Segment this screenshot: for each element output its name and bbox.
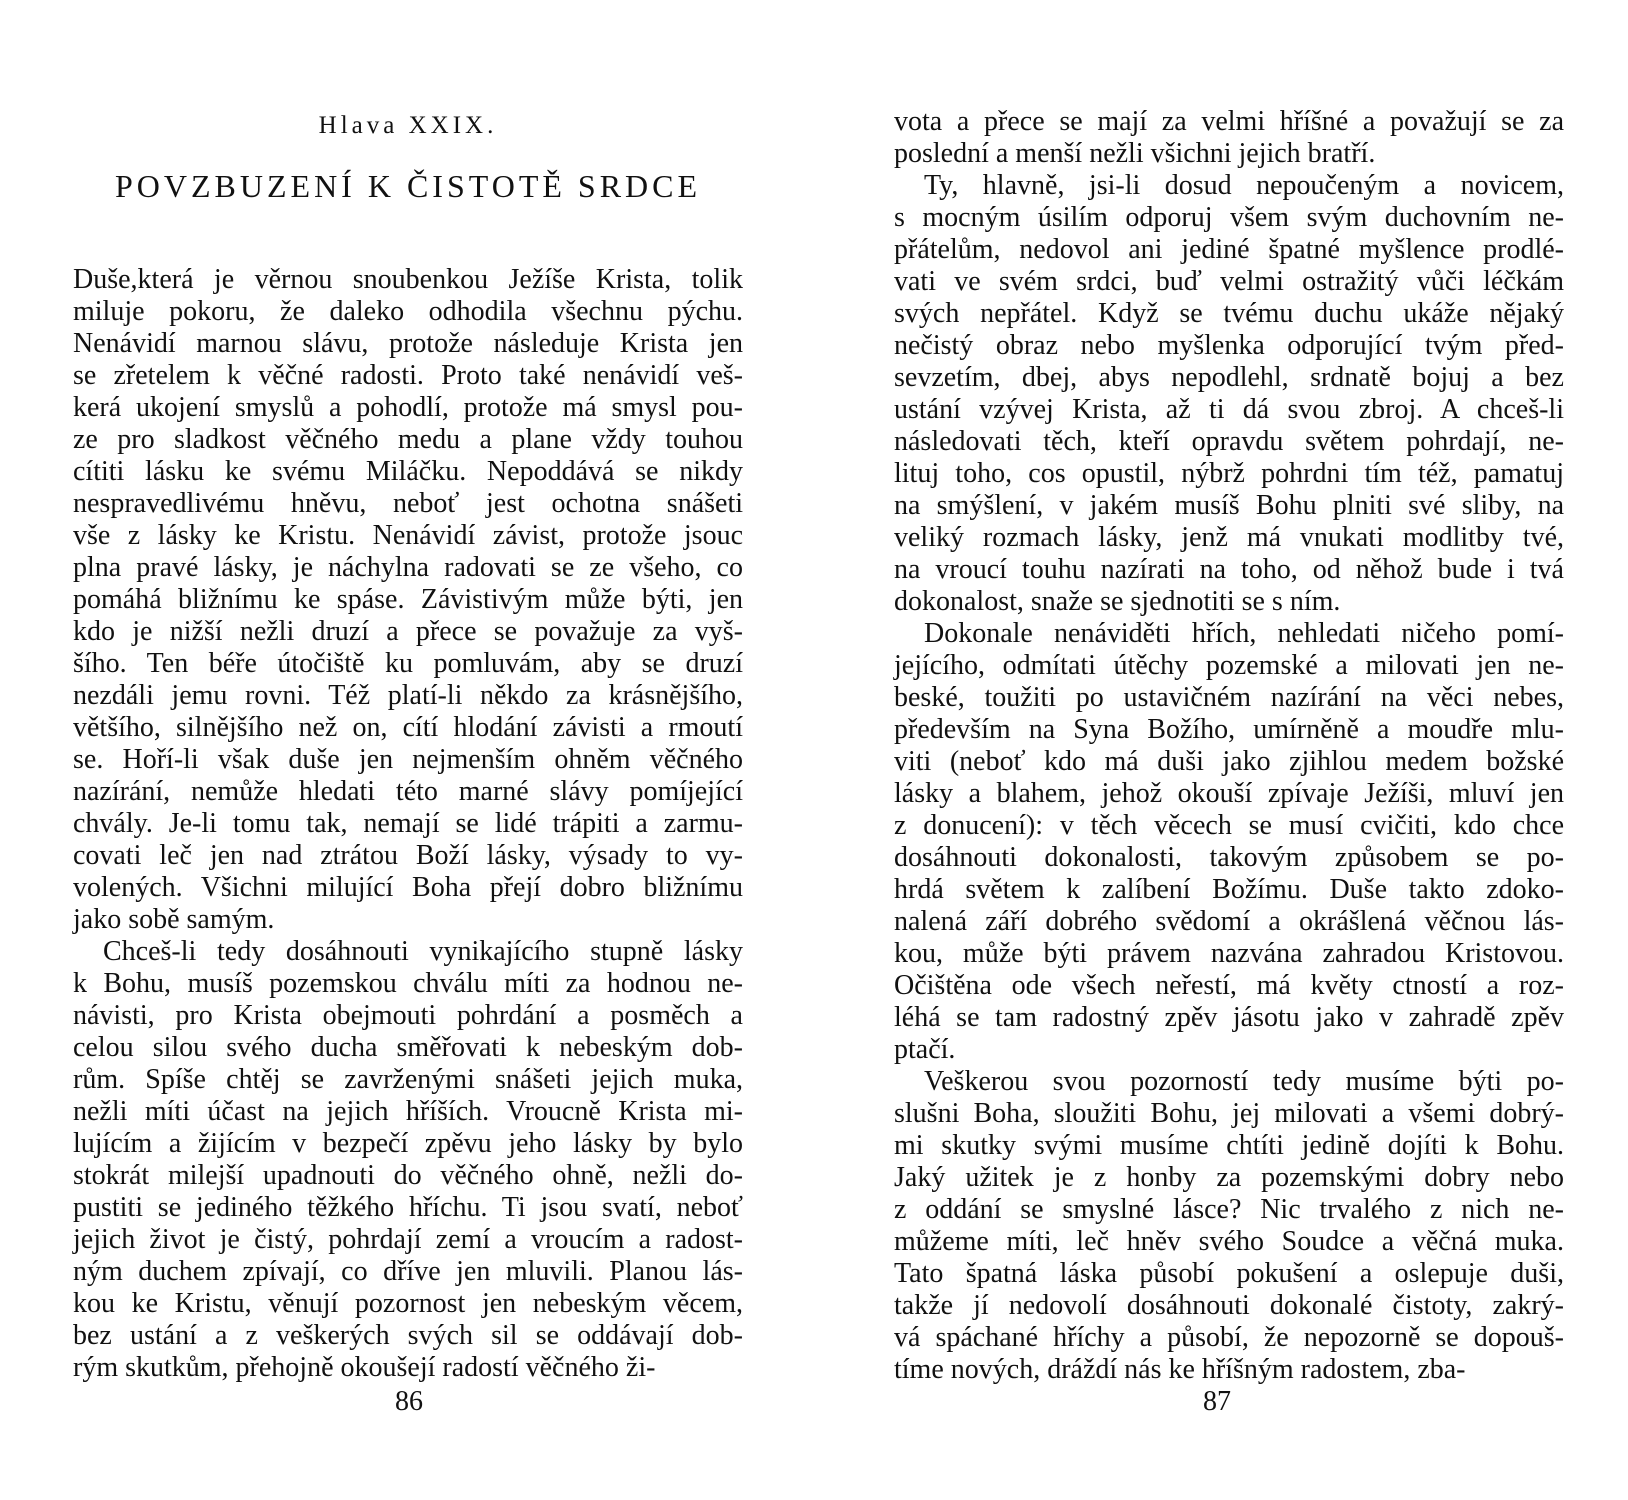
text-line: poslední a menší nežli všichni jejich bratří. [894,138,1376,169]
text-line: veliký rozmach lásky, jenž má vnukati modlitby tvé, [894,522,1564,553]
text-line: rům. Spíše chtěj se zavrženými snášeti jejich muka, [73,1064,743,1095]
right-page [814,0,1628,1500]
text-line: návisti, pro Krista obejmouti pohrdání a posměch a [73,1000,743,1031]
text-line: především na Syna Božího, umírněně a moudře mlu- [894,714,1564,745]
text-line: tíme nových, dráždí nás ke hříšným radostem, zba- [894,1354,1466,1385]
text-line: na vroucí touhu nazírati na toho, od něhož bude i tvá [894,554,1564,585]
text-line: léhá se tam radostný zpěv jásotu jako v zahradě zpěv [894,1002,1564,1033]
text-line: nežli míti účast na jejich hříších. Vroucně Krista mi- [73,1096,743,1127]
text-line: Dokonale nenáviděti hřích, nehledati ničeho pomí- [924,618,1564,649]
text-line: Veškerou svou pozorností tedy musíme býti po- [924,1066,1564,1097]
text-line: viti (neboť kdo má duši jako zjihlou medem božské [894,746,1564,777]
text-line: nespravedlivému hněvu, neboť jest ochotna snášeti [73,488,743,519]
text-line: beské, toužiti po ustavičném nazírání na věci nebes, [894,682,1564,713]
text-line: nezdáli jemu rovni. Též platí-li někdo za krásnějšího, [73,680,743,711]
text-line: vati ve svém srdci, buď velmi ostražitý vůči léčkám [894,266,1564,297]
text-line: nečistý obraz nebo myšlenka odporující tvým před- [894,330,1564,361]
text-line: slušni Boha, sloužiti Bohu, jej milovati a všemi dobrý- [894,1098,1564,1129]
text-line: vše z lásky ke Kristu. Nenávidí závist, protože jsouc [73,520,743,551]
text-line: bez ustání a z veškerých svých sil se oddávají dob- [73,1320,743,1351]
text-line: Duše,která je věrnou snoubenkou Ježíše Krista, tolik [73,264,743,295]
text-line: k Bohu, musíš pozemskou chválu míti za hodnou ne- [73,968,743,999]
text-line: cítiti lásku ke svému Miláčku. Nepoddává se nikdy [73,456,743,487]
text-line: dokonalost, snaže se sjednotiti se s ním. [894,586,1341,617]
text-line: kou, může býti právem nazvána zahradou Kristovou. [894,938,1564,969]
text-line: Jaký užitek je z honby za pozemskými dobry nebo [894,1162,1564,1193]
page-number-left: 86 [395,1386,423,1417]
text-line: miluje pokoru, že daleko odhodila všechnu pýchu. [73,296,743,327]
text-line: nalená září dobrého svědomí a okrášlená věčnou lás- [894,906,1564,937]
text-line: Chceš-li tedy dosáhnouti vynikajícího stupně lásky [103,936,743,967]
text-line: následovati těch, kteří opravdu světem pohrdají, ne- [894,426,1564,457]
text-line: takže jí nedovolí dosáhnouti dokonalé čistoty, zakrý- [894,1290,1564,1321]
text-line: volených. Všichni milující Boha přejí dobro bližnímu [73,872,743,903]
text-line: dosáhnouti dokonalosti, takovým způsobem se po- [894,842,1564,873]
text-line: kerá ukojení smyslů a pohodlí, protože má smysl pou- [73,392,743,423]
text-line: lásky a blahem, jehož okouší zpívaje Ježíši, mluví jen [894,778,1564,809]
chapter-title: POVZBUZENÍ K ČISTOTĚ SRDCE [114,168,702,204]
right-page-text [894,106,1564,1386]
text-line: lituj toho, cos opustil, nýbrž pohrdni tím též, pamatuj [894,458,1564,489]
text-line: jako sobě samým. [73,904,275,935]
text-line: s mocným úsilím odporuj všem svým duchovním ne- [894,202,1564,233]
text-line: ným duchem zpívají, co dříve jen mluvili. Planou lás- [73,1256,743,1287]
text-line: mi skutky svými musíme chtíti jedině dojíti k Bohu. [894,1130,1564,1161]
text-line: Nenávidí marnou slávu, protože následuje Krista jen [73,328,743,359]
text-line: většího, silnějšího než on, cítí hlodání závisti a rmoutí [73,712,743,743]
text-line: covati leč jen nad ztrátou Boží lásky, výsady to vy- [73,840,743,871]
text-line: jejícího, odmítati útěchy pozemské a milovati jen ne- [894,650,1564,681]
text-line: přátelům, nedovol ani jediné špatné myšlence prodlé- [894,234,1564,265]
text-line: pustiti se jediného těžkého hříchu. Ti jsou svatí, neboť [73,1192,743,1223]
text-line: se. Hoří-li však duše jen nejmenším ohněm věčného [73,744,743,775]
text-line: vá spáchané hříchy a působí, že nepozorně se dopouš- [894,1322,1564,1353]
text-line: chvály. Je-li tomu tak, nemají se lidé trápiti a zarmu- [73,808,743,839]
text-line: Ty, hlavně, jsi-li dosud nepoučeným a novicem, [924,170,1564,201]
chapter-label: Hlava XXIX. [318,112,498,139]
left-page-text [73,264,743,1384]
text-line: jejich život je čistý, pohrdají zemí a vroucím a radost- [73,1224,743,1255]
text-line: šího. Ten béře útočiště ku pomluvám, aby se druzí [73,648,743,679]
text-line: vota a přece se mají za velmi hříšné a považují se za [894,106,1564,137]
text-line: ze pro sladkost věčného medu a plane vždy touhou [73,424,743,455]
text-line: Tato špatná láska působí pokušení a oslepuje duši, [894,1258,1564,1289]
text-line: svých nepřátel. Když se tvému duchu ukáže nějaký [894,298,1564,329]
text-line: hrdá světem k zalíbení Božímu. Duše takto zdoko- [894,874,1564,905]
text-line: kou ke Kristu, věnují pozornost jen nebeským věcem, [73,1288,743,1319]
text-line: Očištěna ode všech neřestí, má květy ctností a roz- [894,970,1564,1001]
text-line: sevzetím, dbej, abys nepodlehl, srdnatě bojuj a bez [894,362,1564,393]
text-line: můžeme míti, leč hněv svého Soudce a věčná muka. [894,1226,1564,1257]
text-line: na smýšlení, v jakém musíš Bohu plniti své sliby, na [894,490,1564,521]
text-line: kdo je nižší nežli druzí a přece se považuje za vyš- [73,616,743,647]
text-line: ptačí. [894,1034,956,1065]
page-number-right: 87 [1203,1386,1231,1417]
text-line: lujícím a žijícím v bezpečí zpěvu jeho lásky by bylo [73,1128,743,1159]
text-line: nazírání, nemůže hledati této marné slávy pomíjející [73,776,743,807]
text-line: pomáhá bližnímu ke spáse. Závistivým může býti, jen [73,584,743,615]
text-line: se zřetelem k věčné radosti. Proto také nenávidí veš- [73,360,743,391]
text-line: ustání vzývej Krista, až ti dá svou zbroj. A chceš-li [894,394,1564,425]
text-line: rým skutkům, přehojně okoušejí radostí věčného ži- [73,1352,656,1383]
text-line: stokrát milejší upadnouti do věčného ohně, nežli do- [73,1160,743,1191]
text-line: z donucení): v těch věcech se musí cvičiti, kdo chce [894,810,1564,841]
text-line: celou silou svého ducha směřovati k nebeským dob- [73,1032,743,1063]
text-line: z oddání se smyslné lásce? Nic trvalého z nich ne- [894,1194,1564,1225]
text-line: plna pravé lásky, je náchylna radovati se ze všeho, co [73,552,743,583]
